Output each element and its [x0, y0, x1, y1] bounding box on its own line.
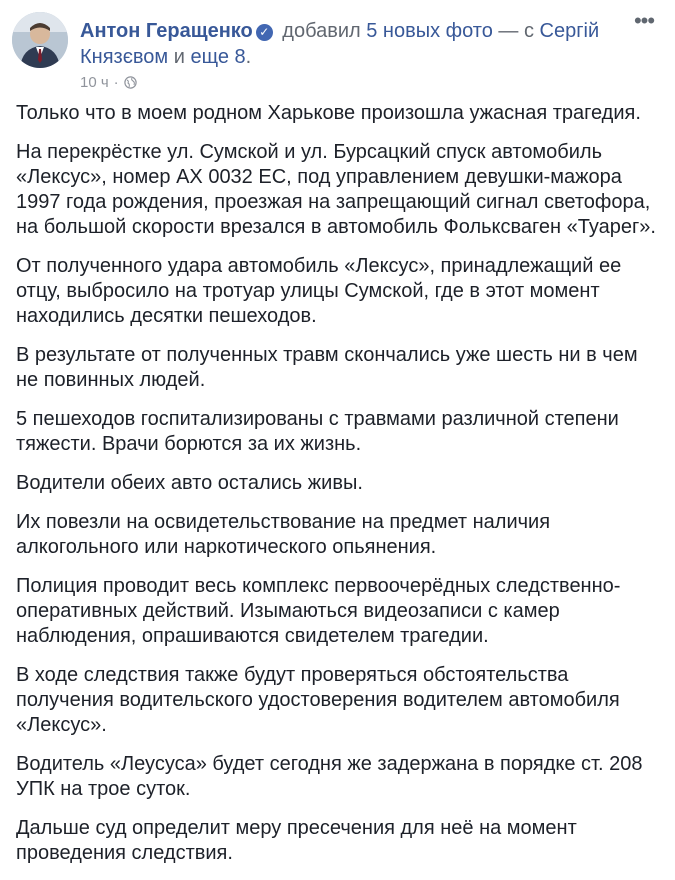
post-body — [16, 101, 664, 880]
with-text: — с — [498, 20, 534, 42]
post-paragraph: Только что в моем родном Харькове произошла ужасная трагедия. — [16, 102, 641, 124]
post-meta — [80, 74, 137, 91]
post-paragraph: Водители обеих авто остались живы. — [16, 472, 363, 494]
post-paragraph: Водитель «Леусуса» будет сегодня же задержана в порядке ст. 208 УПК на трое суток. — [16, 753, 643, 800]
tagged-others-link[interactable]: еще 8 — [190, 46, 246, 68]
period-text: . — [245, 46, 252, 68]
post-header-text — [80, 18, 600, 70]
timestamp-link[interactable]: 10 ч — [80, 74, 109, 91]
and-text: и — [173, 46, 185, 68]
post-paragraph: Полиция проводит весь комплекс первоочерёдных следственно-оперативных действий. Изымаються видеозаписи с камер наблюдения, опрашиваются свидетелем трагедии. — [16, 575, 621, 647]
post-paragraph: Дальше суд определит меру пресечения для неё на момент проведения следствия. — [16, 817, 577, 864]
post-paragraph: 5 пешеходов госпитализированы с травмами различной степени тяжести. Врачи борются за их жизнь. — [16, 408, 619, 455]
post-paragraph: В ходе следствия также будут проверяться обстоятельства получения водительского удостоверения водителем автомобиля «Лексус». — [16, 664, 620, 736]
more-options-icon[interactable]: ••• — [633, 8, 655, 33]
action-text: добавил — [282, 20, 361, 42]
photos-link[interactable]: 5 новых фото — [366, 20, 493, 42]
post-paragraph: От полученного удара автомобиль «Лексус», принадлежащий ее отцу, выбросило на тротуар улицы Сумской, где в этот момент находились десятки пешеходов. — [16, 255, 622, 327]
post-paragraph: На перекрёстке ул. Сумской и ул. Бурсацкий спуск автомобиль «Лексус», номер АХ 0032 ЕС, под управлением девушки-мажора 1997 года рождения, проезжая на запрещающий сигнал светофора, на большой скорости врезался в автомобиль Фольксваген «Туарег». — [16, 141, 656, 238]
meta-separator: · — [113, 74, 119, 91]
verified-badge-icon: ✓ — [256, 24, 273, 41]
author-avatar[interactable] — [12, 12, 68, 68]
author-name[interactable]: Антон Геращенко — [80, 20, 253, 42]
tagged-person-link[interactable]: Сергій Князєвом — [80, 20, 600, 68]
globe-icon[interactable] — [124, 76, 137, 89]
post-header — [12, 8, 662, 92]
avatar-image — [12, 12, 68, 68]
post-paragraph: Их повезли на освидетельствование на предмет наличия алкогольного или наркотического опьянения. — [16, 511, 551, 558]
post-paragraph: В результате от полученных травм скончались уже шесть ни в чем не повинных людей. — [16, 344, 638, 391]
